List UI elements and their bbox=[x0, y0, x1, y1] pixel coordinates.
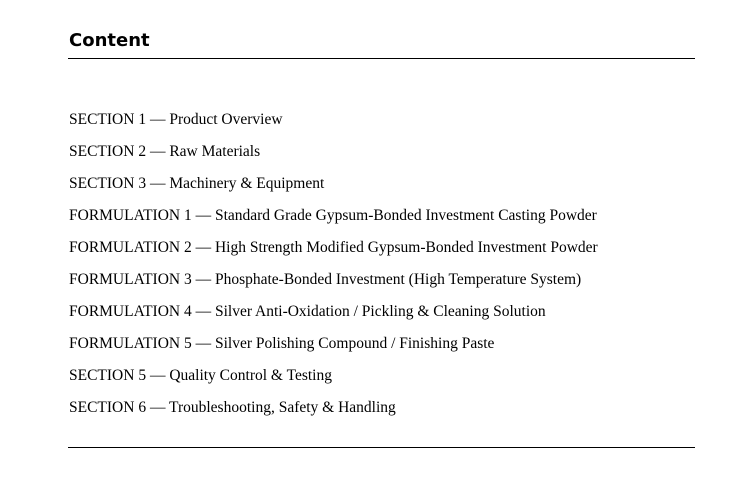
toc-entry-section-1: SECTION 1 — Product Overview bbox=[69, 111, 283, 128]
page-heading: Content bbox=[69, 30, 150, 51]
document-page bbox=[68, 0, 695, 488]
footer-divider bbox=[68, 447, 695, 448]
toc-entry-section-2: SECTION 2 — Raw Materials bbox=[69, 143, 261, 160]
toc-entry-section-3: SECTION 3 — Machinery & Equipment bbox=[69, 175, 325, 192]
toc-entry-formulation-5: FORMULATION 5 — Silver Polishing Compound / Finishing Paste bbox=[69, 335, 495, 352]
toc-entry-section-5: SECTION 5 — Quality Control & Testing bbox=[69, 367, 332, 384]
heading-divider bbox=[68, 58, 695, 59]
toc-entry-formulation-3: FORMULATION 3 — Phosphate-Bonded Investment (High Temperature System) bbox=[69, 271, 582, 288]
toc-entry-formulation-4: FORMULATION 4 — Silver Anti-Oxidation / Pickling & Cleaning Solution bbox=[69, 303, 546, 320]
toc-entry-formulation-2: FORMULATION 2 — High Strength Modified Gypsum-Bonded Investment Powder bbox=[69, 239, 598, 256]
toc-entry-section-6: SECTION 6 — Troubleshooting, Safety & Handling bbox=[69, 399, 396, 416]
toc-entry-formulation-1: FORMULATION 1 — Standard Grade Gypsum-Bonded Investment Casting Powder bbox=[69, 207, 597, 224]
table-of-contents bbox=[69, 104, 598, 424]
